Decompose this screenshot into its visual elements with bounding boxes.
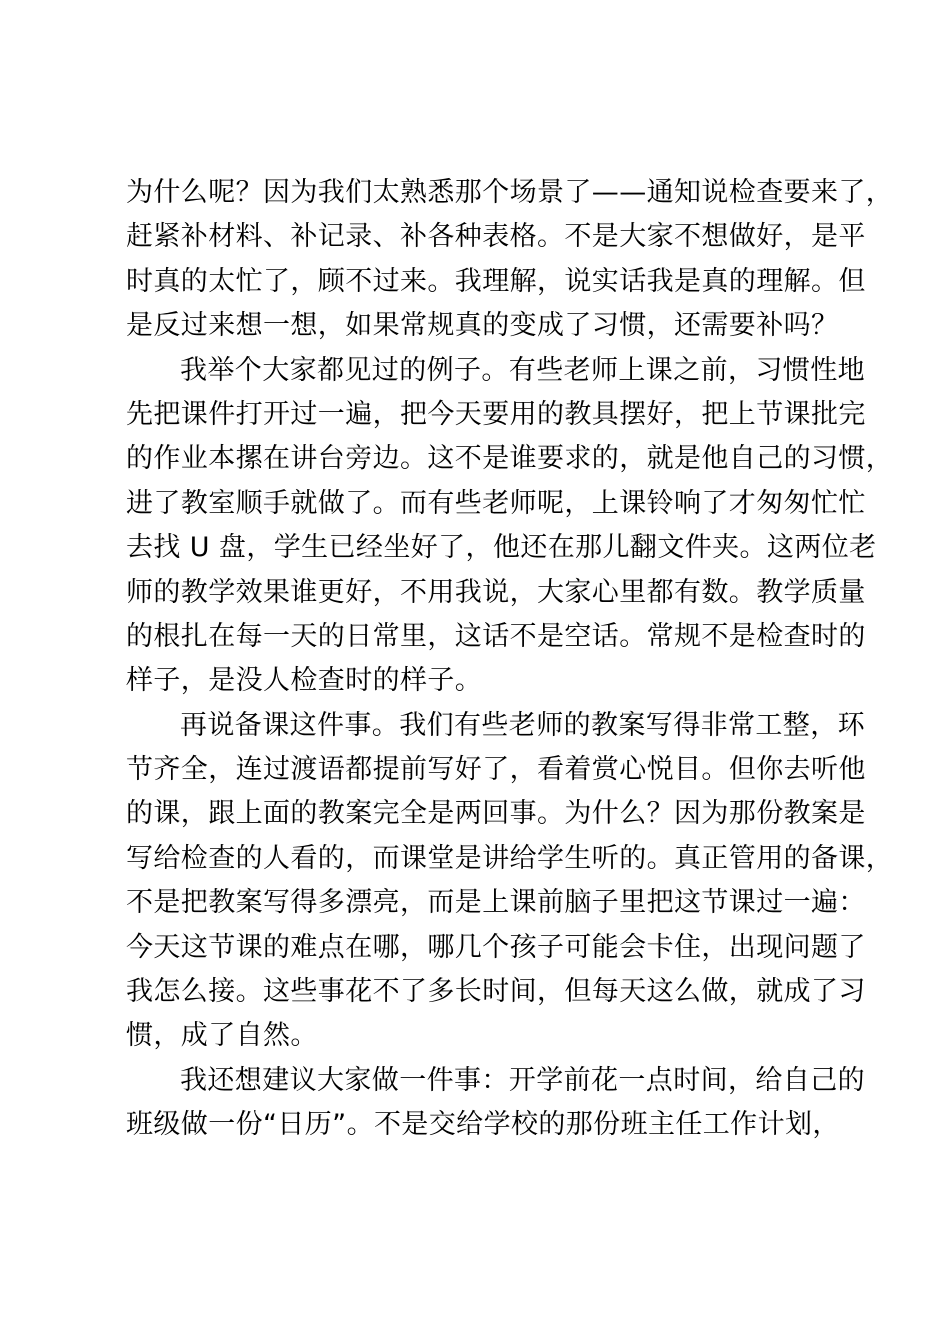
paragraph-3: [126, 704, 894, 1059]
text-line: 写给检查的人看的，而课堂是讲给学生听的。真正管用的备课，: [126, 842, 894, 874]
body-text: [126, 171, 894, 1148]
paragraph-2: [126, 349, 894, 704]
text-line: 是反过来想一想，如果常规真的变成了习惯，还需要补吗？: [126, 310, 839, 342]
text-line: 样子，是没人检查时的样子。: [126, 665, 483, 697]
text-line: 为什么呢？因为我们太熟悉那个场景了——通知说检查要来了，: [126, 177, 894, 208]
text-line: 去找 U 盘，学生已经坐好了，他还在那儿翻文件夹。这两位老: [126, 532, 877, 564]
text-line: 时真的太忙了，顾不过来。我理解，说实话我是真的理解。但: [126, 265, 866, 297]
text-line: 赶紧补材料、补记录、补各种表格。不是大家不想做好，是平: [126, 221, 866, 253]
paragraph-4: [126, 1059, 865, 1148]
text-line: 先把课件打开过一遍，把今天要用的教具摆好，把上节课批完: [126, 398, 866, 430]
text-line: 不是把教案写得多漂亮，而是上课前脑子里把这节课过一遍：: [126, 887, 866, 919]
text-line: 惯，成了自然。: [126, 1020, 318, 1052]
text-line: 进了教室顺手就做了。而有些老师呢，上课铃响了才匆匆忙忙: [126, 487, 866, 519]
text-line: 我还想建议大家做一件事：开学前花一点时间，给自己的: [180, 1064, 865, 1096]
text-line: 的作业本摞在讲台旁边。这不是谁要求的，就是他自己的习惯，: [126, 443, 894, 475]
text-line: 今天这节课的难点在哪，哪几个孩子可能会卡住，出现问题了: [126, 931, 866, 963]
text-line: 我举个大家都见过的例子。有些老师上课之前，习惯性地: [180, 354, 865, 386]
paragraph-1: [126, 171, 894, 349]
text-line: 再说备课这件事。我们有些老师的教案写得非常工整，环: [180, 709, 865, 741]
text-line: 班级做一份“日历”。不是交给学校的那份班主任工作计划，: [126, 1109, 840, 1141]
text-line: 的课，跟上面的教案完全是两回事。为什么？因为那份教案是: [126, 798, 866, 830]
text-line: 的根扎在每一天的日常里，这话不是空话。常规不是检查时的: [126, 620, 866, 652]
text-line: 师的教学效果谁更好，不用我说，大家心里都有数。教学质量: [126, 576, 866, 608]
text-line: 节齐全，连过渡语都提前写好了，看着赏心悦目。但你去听他: [126, 754, 866, 786]
text-line: 我怎么接。这些事花不了多长时间，但每天这么做，就成了习: [126, 976, 866, 1008]
